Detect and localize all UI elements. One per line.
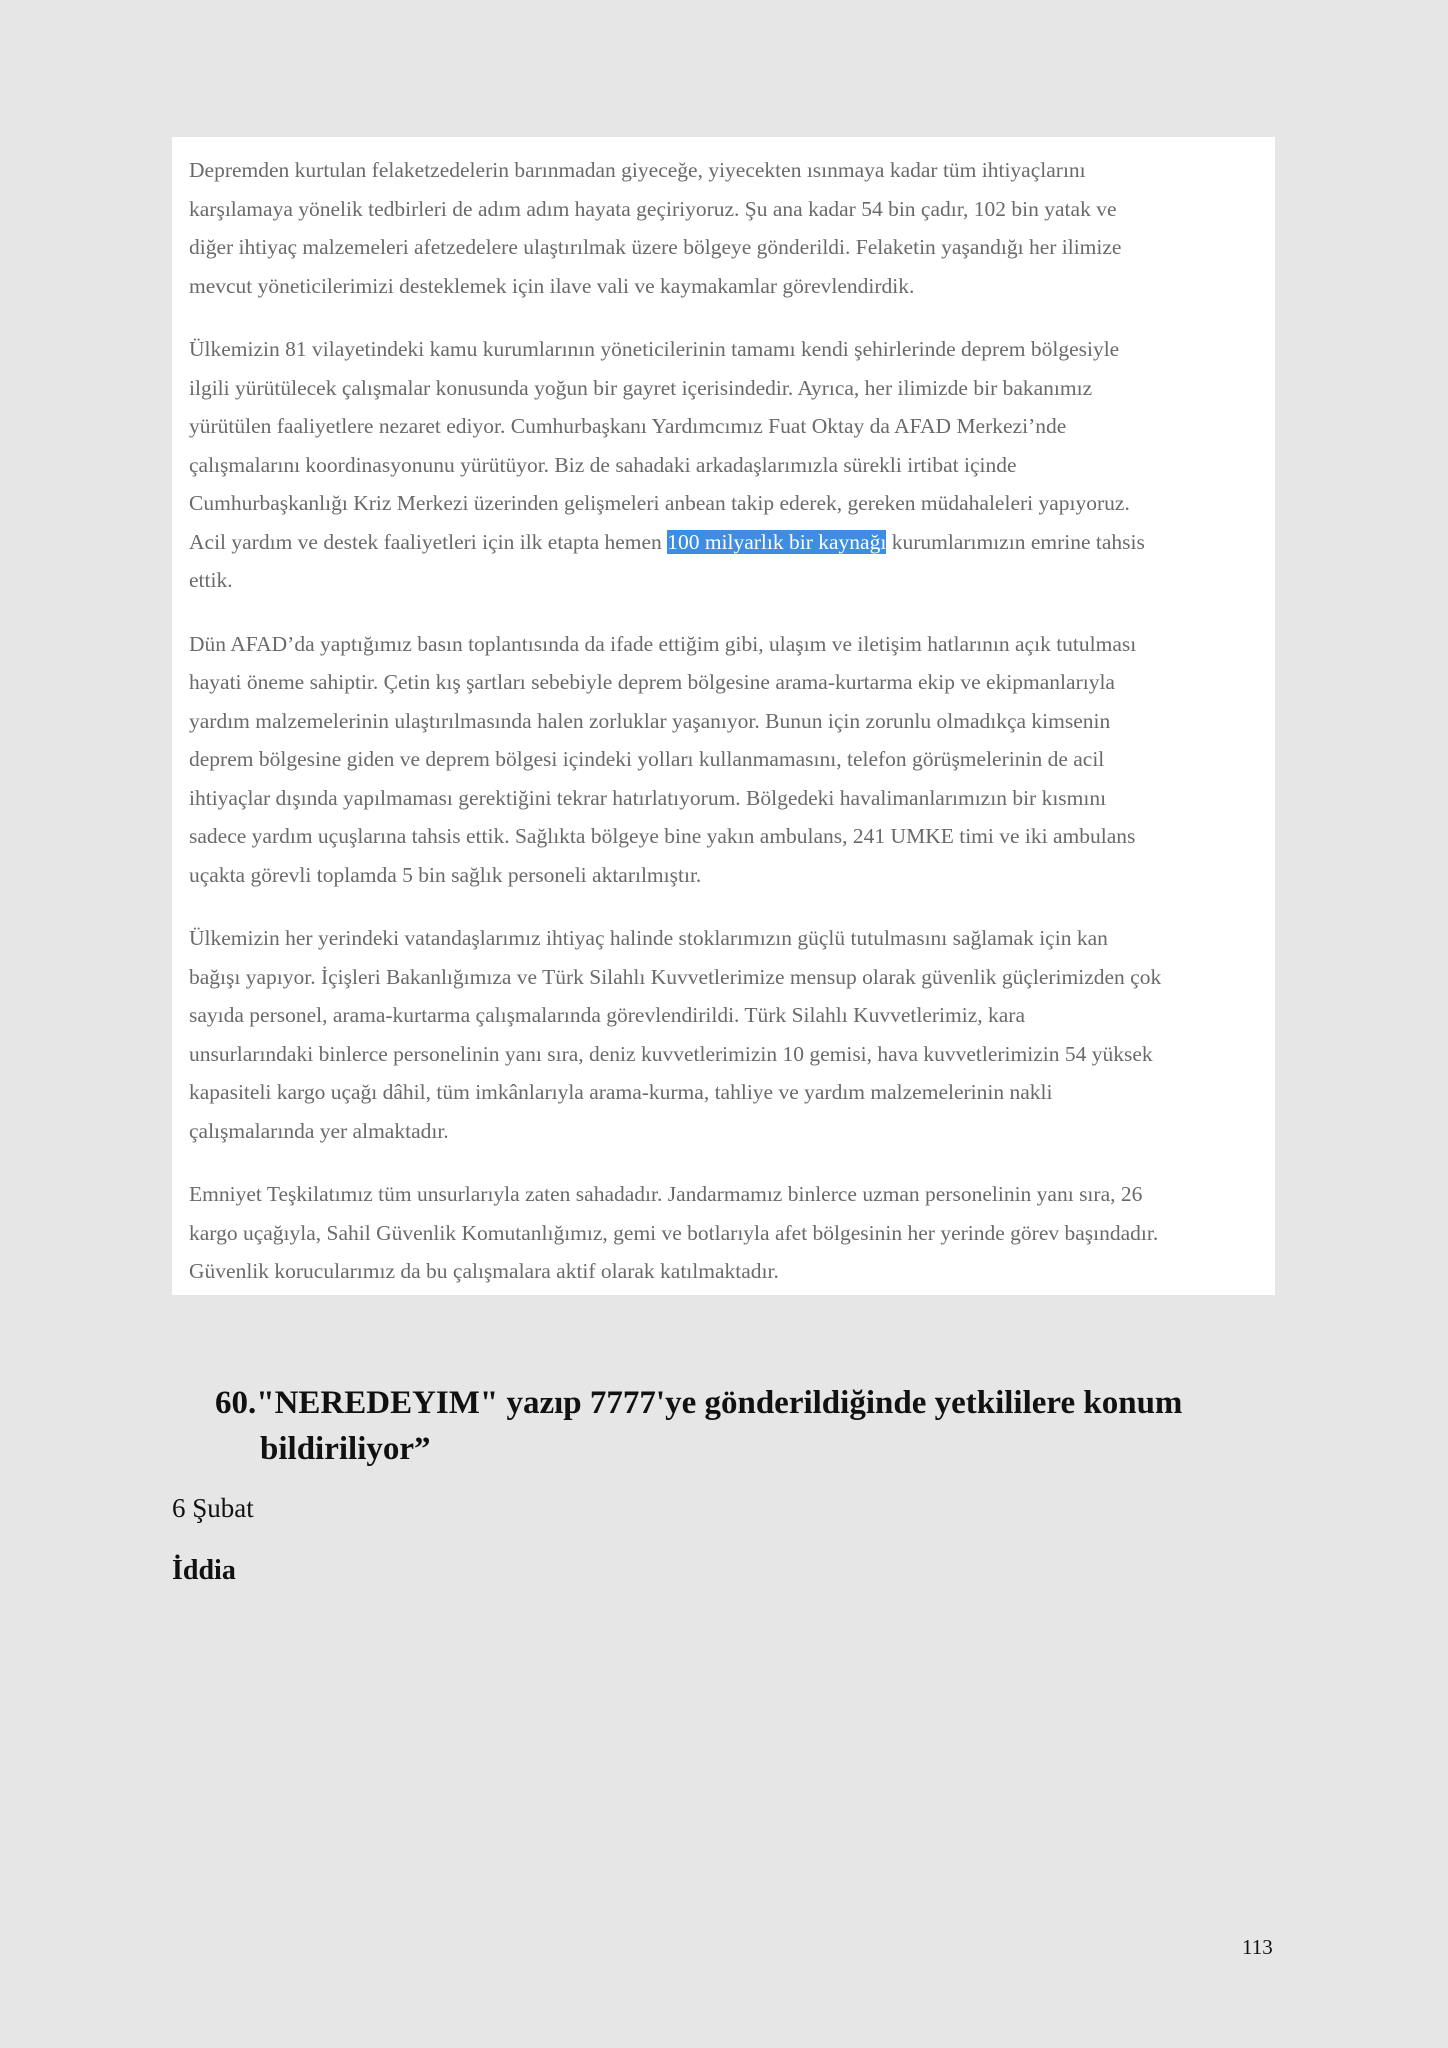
section-heading xyxy=(215,1380,1295,1472)
paragraph-3 xyxy=(189,625,1257,895)
text-before-selection: Acil yardım ve destek faaliyetleri için ilk etapta hemen xyxy=(189,529,668,554)
text-line: mevcut yöneticilerimizi desteklemek için ilave vali ve kaymakamlar görevlendirdik. xyxy=(189,273,915,298)
text-line: çalışmalarını koordinasyonunu yürütüyor. Biz de sahadaki arkadaşlarımızla sürekli irtibat içinde xyxy=(189,452,1017,477)
paragraph-1 xyxy=(189,151,1257,305)
text-line: sayıda personel, arama-kurtarma çalışmalarında görevlendirildi. Türk Silahlı Kuvvetlerimiz, kara xyxy=(189,1003,1026,1027)
highlighted-text-line xyxy=(189,523,1257,562)
text-line: Ülkemizin her yerindeki vatandaşlarımız ihtiyaç halinde stoklarımızın güçlü tutulmasını sağlamak için kan xyxy=(189,926,1108,950)
text-line: unsurlarındaki binlerce personelinin yanı sıra, deniz kuvvetlerimizin 10 gemisi, hava kuvvetlerimizin 54 yüksek xyxy=(189,1041,1153,1066)
paragraph-5 xyxy=(189,1175,1257,1291)
selected-text-highlight[interactable]: 100 milyarlık bir kaynağı xyxy=(667,529,887,554)
text-line: yardım malzemelerinin ulaştırılmasında halen zorluklar yaşanıyor. Bunun için zorunlu olmadıkça kimsenin xyxy=(189,708,1111,733)
date-label: 6 Şubat xyxy=(172,1493,254,1523)
text-line: Ülkemizin 81 vilayetindeki kamu kurumlarının yöneticilerinin tamamı kendi şehirlerinde deprem bölgesiyle xyxy=(189,337,1120,361)
paragraph-2 xyxy=(189,330,1257,600)
text-after-selection: kurumlarımızın emrine tahsis xyxy=(886,529,1145,554)
text-line: kargo uçağıyla, Sahil Güvenlik Komutanlığımız, gemi ve botlarıyla afet bölgesinin her yerinde görev başındadır. xyxy=(189,1220,1159,1245)
text-line: ilgili yürütülecek çalışmalar konusunda yoğun bir gayret içerisindedir. Ayrıca, her ilimizde bir bakanımız xyxy=(189,375,1093,400)
text-line: Cumhurbaşkanlığı Kriz Merkezi üzerinden gelişmeleri anbean takip ederek, gereken müdahaleleri yapıyoruz. xyxy=(189,491,1130,515)
page-number: 113 xyxy=(1242,1935,1273,1959)
text-line: diğer ihtiyaç malzemeleri afetzedelere ulaştırılmak üzere bölgeye gönderildi. Felaketin yaşandığı her ilimize xyxy=(189,235,1122,259)
text-line: sadece yardım uçuşlarına tahsis ettik. Sağlıkta bölgeye bine yakın ambulans, 241 UMKE timi ve iki ambulans xyxy=(189,824,1136,848)
text-line: ihtiyaçlar dışında yapılmaması gerektiğini tekrar hatırlatıyorum. Bölgedeki havalimanlarımızın bir kısmını xyxy=(189,785,1107,810)
claim-label: İddia xyxy=(172,1555,236,1586)
heading-line-1: "NEREDEYIM" yazıp 7777'ye gönderildiğinde yetkililere konum xyxy=(256,1385,1183,1421)
text-line: yürütülen faaliyetlere nezaret ediyor. Cumhurbaşkanı Yardımcımız Fuat Oktay da AFAD Merkezi’nde xyxy=(189,414,1067,438)
text-line: çalışmalarında yer almaktadır. xyxy=(189,1118,449,1143)
paragraph-4 xyxy=(189,919,1257,1150)
text-line: hayati öneme sahiptir. Çetin kış şartları sebebiyle deprem bölgesine arama-kurtarma ekip ve ekipmanlarıyla xyxy=(189,670,1115,694)
text-line: bağışı yapıyor. İçişleri Bakanlığımıza ve Türk Silahlı Kuvvetlerimize mensup olarak güvenlik güçlerimizden çok xyxy=(189,964,1162,989)
text-line: Emniyet Teşkilatımız tüm unsurlarıyla zaten sahadadır. Jandarmamız binlerce uzman personelinin yanı sıra, 26 xyxy=(189,1182,1143,1206)
text-line: karşılamaya yönelik tedbirleri de adım adım hayata geçiriyoruz. Şu ana kadar 54 bin çadır, 102 bin yatak ve xyxy=(189,196,1117,221)
text-line: uçakta görevli toplamda 5 bin sağlık personeli aktarılmıştır. xyxy=(189,862,702,887)
text-line: ettik. xyxy=(189,568,233,592)
heading-number: 60. xyxy=(215,1385,257,1421)
text-line: Dün AFAD’da yaptığımız basın toplantısında da ifade ettiğim gibi, ulaşım ve iletişim hatlarının açık tutulması xyxy=(189,631,1137,656)
quoted-statement-screenshot xyxy=(172,137,1275,1295)
heading-line-2: bildiriliyor” xyxy=(260,1431,431,1467)
text-line: Depremden kurtulan felaketzedelerin barınmadan giyeceğe, yiyecekten ısınmaya kadar tüm ihtiyaçlarını xyxy=(189,158,1086,182)
text-line: Güvenlik korucularımız da bu çalışmalara aktif olarak katılmaktadır. xyxy=(189,1259,779,1283)
text-line: kapasiteli kargo uçağı dâhil, tüm imkânlarıyla arama-kurma, tahliye ve yardım malzemelerinin nakli xyxy=(189,1080,1053,1104)
text-line: deprem bölgesine giden ve deprem bölgesi içindeki yolları kullanmamasını, telefon görüşmelerinin de acil xyxy=(189,747,1105,771)
